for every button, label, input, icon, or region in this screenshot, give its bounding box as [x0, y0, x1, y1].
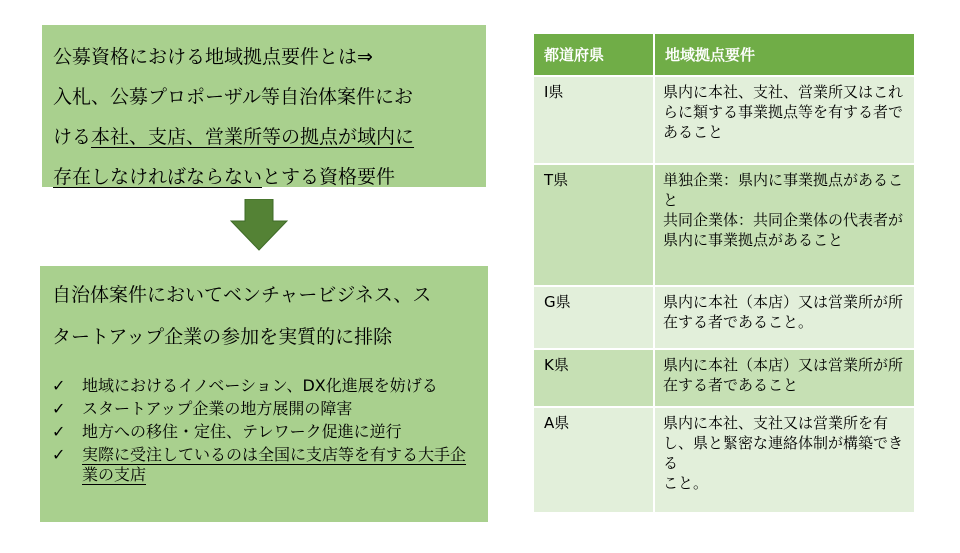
requirement-line: 県内に本社、支社又は営業所を有し、県と緊密な連絡体制が構築できる [663, 414, 904, 472]
requirements-table [534, 34, 916, 514]
definition-line-2: 入札、公募プロポーザル等自治体案件にお [53, 86, 414, 108]
impact-lead-line-1: 自治体案件においてベンチャービジネス、ス [52, 284, 432, 306]
table-header-row [534, 34, 915, 76]
table-row [534, 349, 915, 407]
down-arrow-icon [230, 199, 288, 251]
table-row [534, 407, 915, 513]
check-icon: ✓ [52, 376, 66, 395]
impact-lead-line-2: タートアップ企業の参加を実質的に排除 [52, 326, 393, 348]
cell-prefecture: G県 [534, 286, 654, 349]
impact-list-item-text: 地方への移住・定住、テレワーク促進に逆行 [82, 422, 402, 441]
table-row [534, 286, 915, 349]
check-icon: ✓ [52, 445, 66, 464]
header-requirement: 地域拠点要件 [654, 34, 915, 76]
impact-list-item [52, 399, 480, 419]
cell-prefecture: T県 [534, 164, 654, 286]
requirement-line: 単独企業：県内に事業拠点があること [663, 171, 904, 209]
definition-line-1: 公募資格における地域拠点要件とは⇒ [53, 46, 373, 68]
definition-line-3-prefix: ける [53, 126, 92, 148]
definition-box [42, 25, 486, 187]
cell-requirement [654, 349, 915, 407]
table-row [534, 164, 915, 286]
impact-box [40, 266, 488, 522]
definition-line-3 [53, 117, 478, 157]
cell-requirement [654, 407, 915, 513]
cell-prefecture: I県 [534, 76, 654, 164]
cell-requirement [654, 164, 915, 286]
impact-list-item [52, 376, 480, 396]
impact-list [52, 376, 480, 485]
requirement-line: こと。 [663, 474, 709, 492]
impact-list-item [52, 422, 480, 442]
definition-underlined-text: 本社、支店、営業所等の拠点が域内に [91, 126, 415, 148]
requirement-line: 県内に本社（本店）又は営業所が所在する者であること [663, 356, 904, 394]
definition-line-4 [53, 157, 478, 197]
requirement-line: 県内に本社（本店）又は営業所が所在する者であること。 [663, 293, 904, 331]
impact-list-item-text: スタートアップ企業の地方展開の障害 [82, 399, 353, 418]
requirement-line: 共同企業体：共同企業体の代表者が県内に事業拠点があること [663, 211, 904, 249]
impact-list-item-text: 地域におけるイノベーション、DX化進展を妨げる [82, 376, 438, 395]
requirement-line: 県内に本社、支社、営業所又はこれらに類する事業拠点等を有する者であること [663, 83, 904, 141]
cell-prefecture: K県 [534, 349, 654, 407]
check-icon: ✓ [52, 422, 66, 441]
header-prefecture: 都道府県 [534, 34, 654, 76]
impact-list-item-underlined-text: 実際に受注しているのは全国に支店等を有する大手企業の支店 [82, 445, 467, 484]
cell-requirement [654, 76, 915, 164]
cell-requirement [654, 286, 915, 349]
check-icon: ✓ [52, 399, 66, 418]
table-row [534, 76, 915, 164]
impact-list-item [52, 445, 480, 485]
definition-line-4-suffix: とする資格要件 [262, 166, 396, 188]
cell-prefecture: A県 [534, 407, 654, 513]
definition-underlined-text-2: 存在しなければならない [53, 166, 263, 188]
